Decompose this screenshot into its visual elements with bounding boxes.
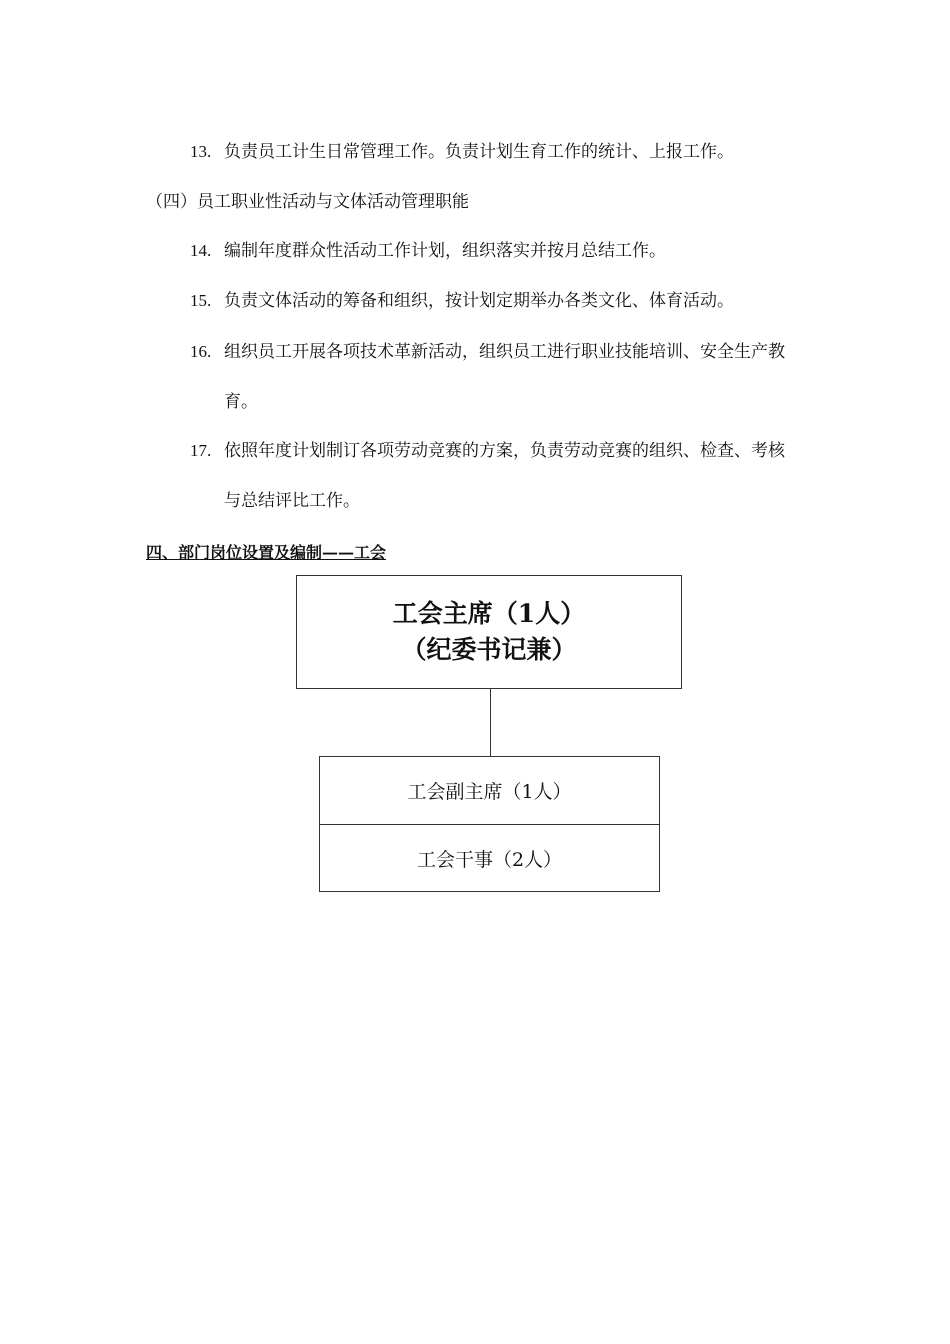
officer-label: 工会干事（2人） [416, 848, 563, 871]
item-number: 17. [190, 441, 212, 460]
item-number: 14. [190, 241, 212, 260]
item-14 [190, 239, 666, 263]
officer-box [319, 824, 660, 892]
org-connector-line [490, 689, 491, 756]
section-heading-4: （四）员工职业性活动与文体活动管理职能 [146, 192, 469, 212]
item-15 [190, 289, 734, 313]
item-text: 负责员工计生日常管理工作。负责计划生育工作的统计、上报工作。 [224, 142, 734, 162]
item-number: 13. [190, 142, 212, 161]
item-number: 16. [190, 342, 212, 361]
item-17 [190, 439, 785, 463]
item-text: 依照年度计划制订各项劳动竞赛的方案，负责劳动竞赛的组织、检查、考核 [224, 441, 785, 461]
item-16-continuation: 育。 [224, 392, 258, 412]
chairman-box [296, 575, 682, 689]
item-16 [190, 340, 785, 364]
item-13 [190, 140, 734, 164]
item-number: 15. [190, 291, 212, 310]
chairman-title: 工会主席（1人） [392, 599, 586, 628]
item-text: 编制年度群众性活动工作计划，组织落实并按月总结工作。 [224, 241, 666, 261]
vice-chairman-label: 工会副主席（1人） [407, 781, 572, 803]
org-section-heading: 四、部门岗位设置及编制——工会 [146, 543, 387, 562]
item-17-continuation: 与总结评比工作。 [224, 491, 360, 511]
vice-chairman-box [319, 756, 660, 825]
item-text: 组织员工开展各项技术革新活动，组织员工进行职业技能培训、安全生产教 [224, 342, 785, 362]
chairman-note: （纪委书记兼） [401, 635, 577, 664]
item-text: 负责文体活动的筹备和组织，按计划定期举办各类文化、体育活动。 [224, 291, 734, 311]
